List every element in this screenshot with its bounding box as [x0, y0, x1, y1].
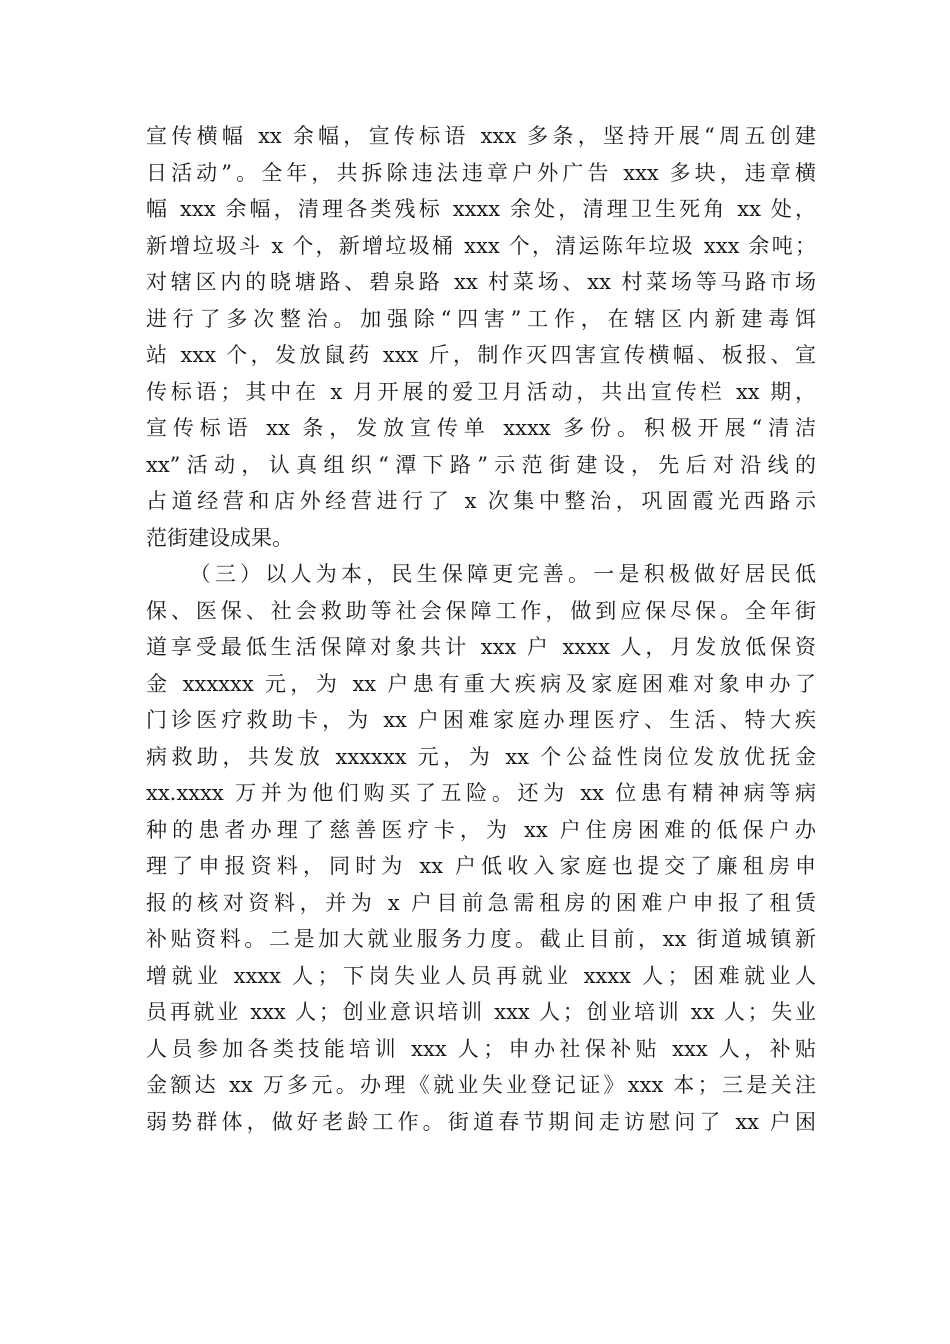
section-heading-line: （三）以人为本，民生保障更完善。一是积极做好居民低 — [146, 562, 816, 586]
text-line: 新增垃圾斗 x 个，新增垃圾桶 xxx 个，清运陈年垃圾 xxx 余吨； — [146, 233, 816, 258]
text-line: 占道经营和店外经营进行了 x 次集中整治，巩固霞光西路示 — [146, 489, 816, 513]
text-line: 员再就业 xxx 人；创业意识培训 xxx 人；创业培训 xx 人；失业 — [146, 1000, 816, 1024]
text-line: 金额达 xx 万多元。办理《就业失业登记证》xxx 本；三是关注 — [146, 1073, 816, 1097]
text-line: 弱势群体，做好老龄工作。街道春节期间走访慰问了 xx 户困 — [146, 1109, 816, 1134]
text-line: 传标语；其中在 x 月开展的爱卫月活动，共出宣传栏 xx 期， — [146, 379, 816, 404]
text-line: 日活动”。全年，共拆除违法违章户外广告 xxx 多块，违章横 — [146, 160, 816, 185]
text-line: 进行了多次整治。加强除“四害”工作，在辖区内新建毒饵 — [146, 306, 816, 331]
text-line: 宣传横幅 xx 余幅，宣传标语 xxx 多条，坚持开展“周五创建 — [146, 124, 816, 148]
text-line: xx”活动，认真组织“潭下路”示范街建设，先后对沿线的 — [146, 452, 816, 477]
text-line: 报的核对资料，并为 x 户目前急需租房的困难户申报了租赁 — [146, 890, 816, 915]
document-body — [146, 118, 816, 1140]
text-line: 门诊医疗救助卡，为 xx 户困难家庭办理医疗、生活、特大疾 — [146, 708, 816, 732]
text-line: 保、医保、社会救助等社会保障工作，做到应保尽保。全年街 — [146, 598, 816, 623]
text-line: 道享受最低生活保障对象共计 xxx 户 xxxx 人，月发放低保资 — [146, 635, 816, 659]
text-line: 金 xxxxxx 元，为 xx 户患有重大疾病及家庭困难对象申办了 — [146, 671, 816, 696]
text-line: xx.xxxx 万并为他们购买了五险。还为 xx 位患有精神病等病 — [146, 781, 816, 805]
text-line: 病救助，共发放 xxxxxx 元，为 xx 个公益性岗位发放优抚金 — [146, 744, 816, 769]
text-line: 宣传标语 xx 条，发放宣传单 xxxx 多份。积极开展“清洁 — [146, 416, 816, 440]
text-line: 人员参加各类技能培训 xxx 人；申办社保补贴 xxx 人，补贴 — [146, 1036, 816, 1061]
text-line: 补贴资料。二是加大就业服务力度。截止目前，xx 街道城镇新 — [146, 927, 816, 951]
text-line: 增就业 xxxx 人；下岗失业人员再就业 xxxx 人；困难就业人 — [146, 963, 816, 988]
text-line: 站 xxx 个，发放鼠药 xxx 斤，制作灭四害宣传横幅、板报、宣 — [146, 343, 816, 367]
text-line: 种的患者办理了慈善医疗卡，为 xx 户住房困难的低保户办 — [146, 817, 816, 842]
text-line: 对辖区内的晓塘路、碧泉路 xx 村菜场、xx 村菜场等马路市场 — [146, 270, 816, 294]
text-line: 理了申报资料，同时为 xx 户低收入家庭也提交了廉租房申 — [146, 854, 816, 878]
text-line: 范街建设成果。 — [146, 525, 293, 550]
text-line: 幅 xxx 余幅，清理各类残标 xxxx 余处，清理卫生死角 xx 处， — [146, 197, 816, 221]
